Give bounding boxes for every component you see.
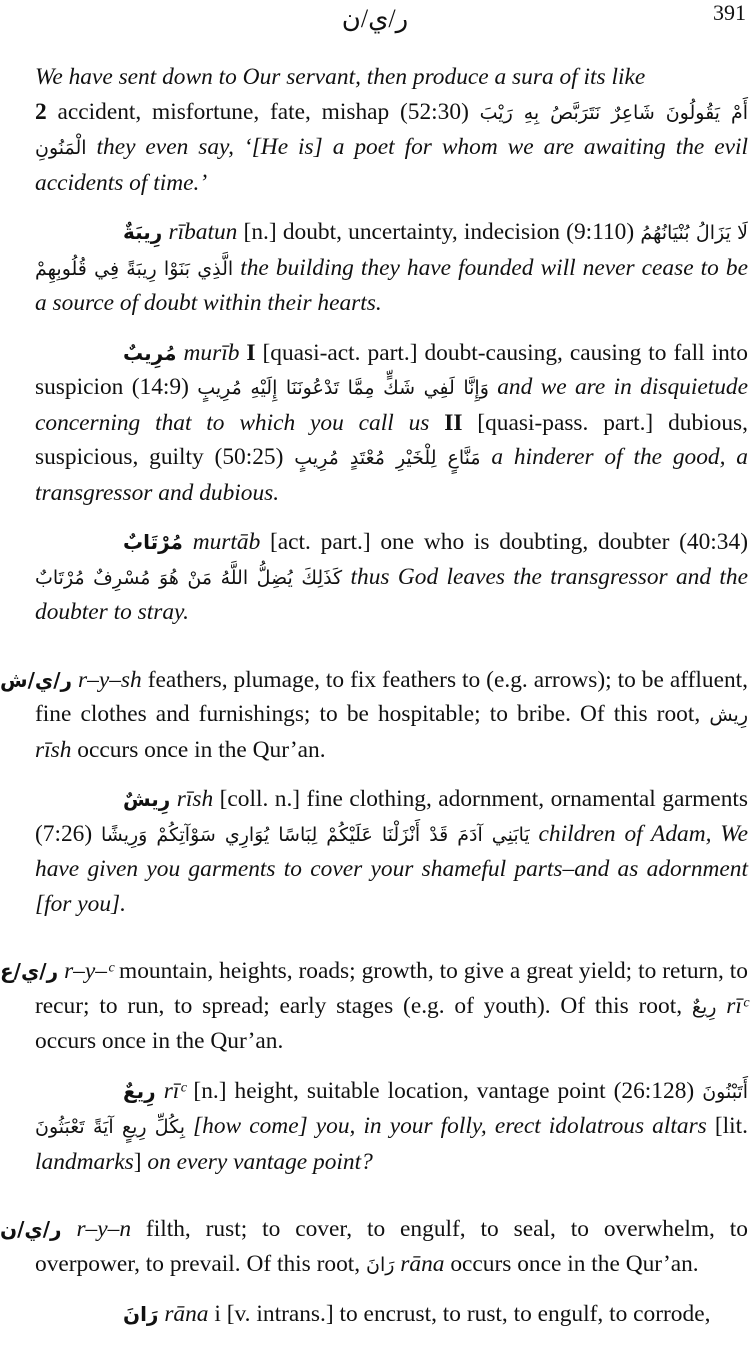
translation-text: a hinderer of the good, a transgressor and dubious. bbox=[35, 444, 748, 506]
sense-number: I bbox=[246, 339, 256, 366]
definition-text: [quasi-act. part.] doubt-causing, causing to fall into suspicion (14:9) bbox=[35, 339, 748, 400]
definition-text: occurs once in the Qur’an. bbox=[444, 1250, 699, 1277]
definition-text: [quasi-pass. part.] dubious, suspicious, guilty (50:25) bbox=[35, 409, 748, 470]
headword-translit: rīsh bbox=[176, 786, 214, 812]
headword-arabic: رِيبَةٌ bbox=[123, 220, 163, 244]
headword-translit: murtāb bbox=[192, 529, 261, 555]
page-number: 391 bbox=[713, 0, 746, 25]
definition-text: occurs once in the Qur’an. bbox=[71, 736, 326, 763]
root-translit: r–y–ᶜ bbox=[64, 958, 114, 984]
quran-quote: كَذَلِكَ يُضِلُّ اللَّهُ مَنْ هُوَ مُسْرِفٌ مُرْتَابٌ bbox=[35, 566, 343, 589]
headword-arabic: مُرْتَابٌ bbox=[123, 530, 183, 554]
definition-text: i [v. intrans.] to encrust, to rust, to engulf, to corrode, bbox=[208, 1301, 711, 1327]
definition-text: feathers, plumage, to fix feathers to (e.g. arrows); to be affluent, fine clothes and furnishings; to be hospitable; to bribe. Of this root, bbox=[35, 666, 748, 727]
lit-note-word: landmarks bbox=[35, 1148, 134, 1175]
headword-translit: rīᶜ bbox=[163, 1077, 186, 1104]
derived-word-arabic: رِيعٌ bbox=[691, 995, 717, 1018]
entry-rish bbox=[0, 782, 750, 921]
headword-translit: rāna bbox=[164, 1301, 209, 1327]
lit-note-close: ] bbox=[133, 1148, 142, 1175]
translation-text: the building they have founded will never cease to be a source of doubt within their hearts. bbox=[35, 254, 748, 316]
root-entry-ryn bbox=[0, 1212, 750, 1282]
sense-number: II bbox=[444, 409, 463, 436]
translation-text: We have sent down to Our servant, then produce a sura of its like bbox=[35, 64, 646, 90]
entry-ribatun bbox=[0, 215, 750, 321]
definition-text: [n.] doubt, uncertainty, indecision (9:110) bbox=[237, 219, 641, 245]
derived-word-arabic: رِيش bbox=[709, 704, 748, 726]
quran-quote: مَنَّاعٍ لِلْخَيْرِ مُعْتَدٍ مُرِيبٍ bbox=[294, 447, 481, 469]
headword-arabic: رَانَ bbox=[123, 1302, 159, 1326]
root-entry-rysh bbox=[0, 663, 750, 768]
quran-quote: وَإِنَّا لَفِي شَكٍّ مِمَّا تَدْعُونَنَا إِلَيْهِ مُرِيبٍ bbox=[197, 377, 489, 399]
quran-quote: أَمْ يَقُولُونَ شَاعِرٌ نَتَرَبَّصُ بِهِ رَيْبَ الْمَنُونِ bbox=[35, 101, 748, 159]
derived-word-translit: rīᶜ bbox=[726, 992, 748, 1019]
entry-ri bbox=[0, 1074, 750, 1180]
definition-text: accident, misfortune, fate, mishap (52:30) bbox=[46, 98, 480, 125]
root-arabic: ر/ي/ن bbox=[0, 1217, 62, 1241]
derived-word-translit: rīsh bbox=[35, 736, 72, 763]
definition-text: mountain, heights, roads; growth, to give a great yield; to return, to recur; to run, to spread; early stages (e.g. of youth). Of this root, bbox=[35, 958, 749, 1019]
root-translit: r–y–sh bbox=[78, 666, 142, 693]
headword-arabic: مُرِيبٌ bbox=[123, 340, 177, 365]
translation-text: on every vantage point? bbox=[141, 1148, 373, 1175]
root-translit: r–y–n bbox=[76, 1216, 132, 1242]
quran-quote: لَا يَزَالُ بُنْيَانُهُمُ الَّذِي بَنَوْا رِيبَةً فِي قُلُوبِهِمْ bbox=[35, 222, 748, 280]
entry-rana bbox=[0, 1297, 750, 1332]
definition-text: [coll. n.] fine clothing, adornment, ornamental garments (7:26) bbox=[35, 786, 748, 847]
headword-translit: murīb bbox=[183, 339, 240, 366]
derived-word-arabic: رَانَ bbox=[366, 1253, 395, 1276]
quran-quote: أَتَبْنُونَ بِكُلِّ رِيعٍ آيَةً تَعْبَثُونَ bbox=[35, 1080, 748, 1138]
translation-text: they even say, ‘[He is] a poet for whom we are awaiting the evil accidents of time.’ bbox=[35, 134, 748, 196]
definition-text: occurs once in the Qur’an. bbox=[35, 1028, 284, 1054]
definition-text: [n.] height, suitable location, vantage point (26:128) bbox=[185, 1077, 703, 1104]
entry-continuation bbox=[0, 60, 750, 200]
header-root-word: ر/ي/ن bbox=[341, 4, 409, 33]
entry-murib bbox=[0, 336, 750, 511]
derived-word-translit: rāna bbox=[400, 1250, 445, 1277]
translation-text: thus God leaves the transgressor and the doubter to stray. bbox=[35, 563, 748, 625]
root-arabic: ر/ي/ع bbox=[0, 959, 59, 983]
headword-arabic: رِيشٌ bbox=[123, 787, 171, 811]
translation-text: and we are in disquietude concerning that to which you call us bbox=[35, 374, 748, 436]
translation-text: [how come] you, in your folly, erect idolatrous altars bbox=[184, 1113, 715, 1139]
definition-text: [act. part.] one who is doubting, doubter (40:34) bbox=[260, 529, 748, 555]
quran-quote: يَابَنِي آدَمَ قَدْ أَنْزَلْنَا عَلَيْكُمْ لِبَاسًا يُوَارِي سَوْآتِكُمْ وَرِيشًا bbox=[100, 823, 530, 846]
root-entry-ry-ain bbox=[0, 954, 750, 1059]
entry-murtab bbox=[0, 525, 750, 630]
headword-translit: rībatun bbox=[168, 219, 238, 245]
headword-arabic: رِيعٌ bbox=[123, 1078, 156, 1103]
sense-number: 2 bbox=[35, 98, 47, 125]
page-header bbox=[0, 0, 750, 40]
lit-note-open: [lit. bbox=[714, 1113, 748, 1139]
root-arabic: ر/ي/ش bbox=[0, 667, 73, 692]
definition-text: filth, rust; to cover, to engulf, to seal, to overwhelm, to overpower, to prevail. Of this root, bbox=[35, 1216, 748, 1277]
dictionary-entries bbox=[0, 60, 750, 1332]
translation-text: children of Adam, We have given you garments to cover your shameful parts–and as adornment [for you]. bbox=[35, 820, 748, 917]
